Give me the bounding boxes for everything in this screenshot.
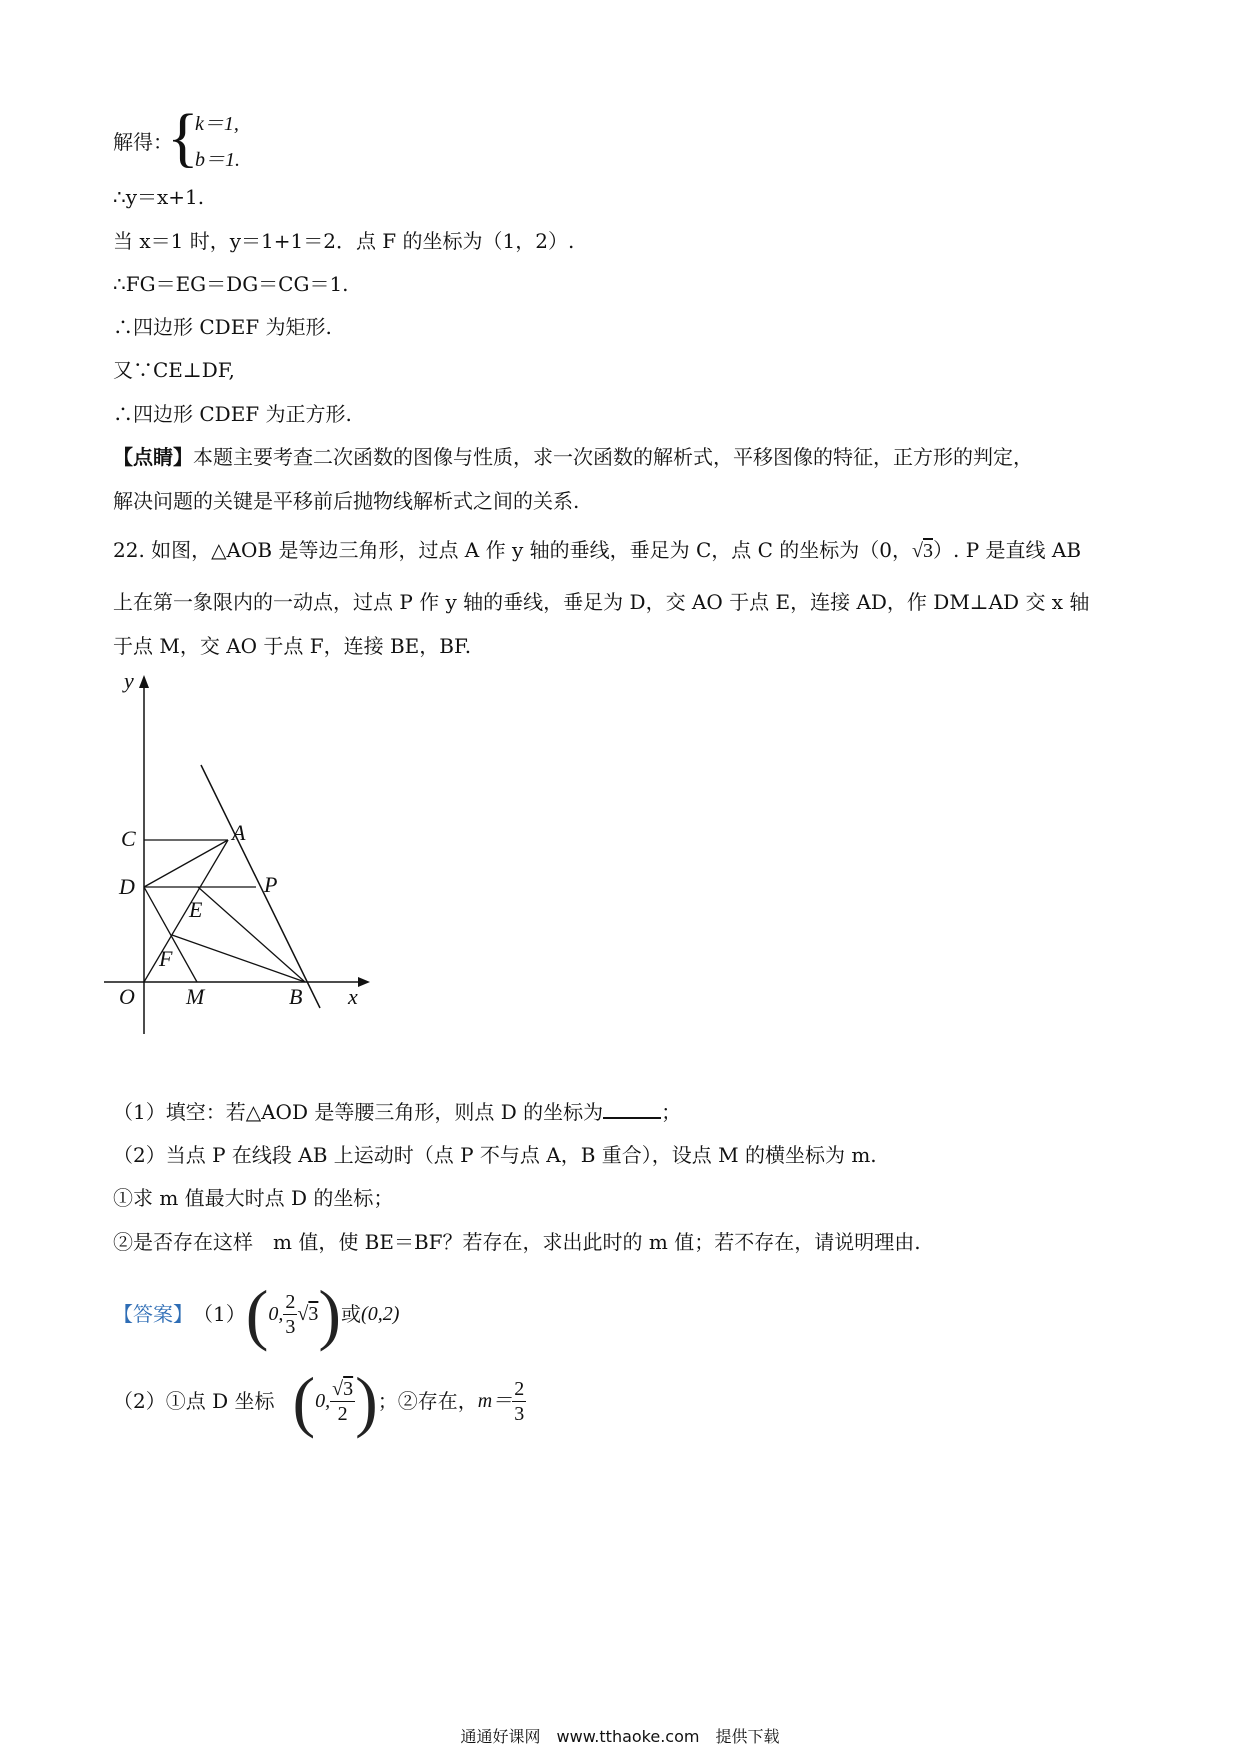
answer-2-zero: 0, — [315, 1390, 331, 1412]
problem-line-1: 22. 如图，△AOB 是等边三角形，过点 A 作 y 轴的垂线，垂足为 C，点 C 的坐标为（0，√3）. P 是直线 AB — [113, 538, 1082, 562]
answer-line-2 — [113, 1363, 526, 1439]
system-brace: { — [167, 101, 199, 174]
label-f: F — [159, 946, 173, 971]
answer-1-or: 或 — [341, 1302, 362, 1326]
paren-left: ( — [245, 1276, 269, 1352]
line-rectangle: ∴四边形 CDEF 为矩形. — [113, 315, 332, 339]
label-c: C — [121, 826, 136, 851]
line-y-eq: ∴y＝x+1. — [113, 185, 205, 209]
label-o: O — [119, 984, 135, 1009]
label-p: P — [264, 872, 278, 897]
label-e: E — [189, 897, 203, 922]
answer-tag: 【答案】 — [113, 1302, 193, 1326]
label-b: B — [289, 984, 303, 1009]
answer-1-zero: 0, — [268, 1303, 284, 1325]
label-m: M — [186, 984, 205, 1009]
segment-bf — [172, 935, 305, 982]
line-fg-eq: ∴FG＝EG＝DG＝CG＝1. — [113, 272, 349, 296]
problem-line-3: 于点 M，交 AO 于点 F，连接 BE，BF. — [113, 634, 472, 658]
answer-1-prefix: （1） — [193, 1302, 246, 1326]
answer-2-m: m＝ — [477, 1390, 513, 1412]
question-2: （2）当点 P 在线段 AB 上运动时（点 P 不与点 A，B 重合），设点 M 的横坐标为 m. — [113, 1143, 877, 1167]
segment-da — [144, 840, 228, 887]
segment-be — [198, 887, 305, 982]
line-when-x: 当 x＝1 时，y＝1+1＝2．点 F 的坐标为（1，2）. — [113, 229, 575, 253]
solution-label: 解得： — [113, 130, 173, 154]
answer-1-fraction: $\frac{2}{3}$ — [285, 1290, 296, 1338]
paren-left-2: ( — [292, 1363, 316, 1439]
label-a: A — [232, 820, 246, 845]
question-1: （1）填空：若△AOD 是等腰三角形，则点 D 的坐标为 ； — [113, 1097, 681, 1126]
sqrt-three: √3 — [912, 540, 933, 562]
answer-line-1 — [113, 1276, 400, 1352]
label-d: D — [119, 874, 135, 899]
note-tag: 【点睛】 — [113, 445, 193, 469]
label-x: x — [348, 984, 358, 1009]
answer-2-fraction: $\frac{√3}{2}$ — [332, 1377, 354, 1425]
system-eq-b: b＝1. — [195, 149, 240, 171]
paren-right-2: ) — [355, 1363, 378, 1439]
answer-2-prefix: （2）①点 D 坐标 — [113, 1389, 275, 1413]
answer-2-m-fraction: $\frac{2}{3}$ — [514, 1377, 525, 1425]
answer-1-sqrt: √3 — [297, 1303, 319, 1325]
y-axis-arrow — [139, 675, 149, 688]
line-perpendicular: 又∵CE⊥DF, — [113, 358, 235, 382]
system-eq-k: k＝1, — [195, 113, 239, 135]
question-2-2: ②是否存在这样 m 值，使 BE＝BF？若存在，求出此时的 m 值；若不存在，请说明理由. — [113, 1230, 921, 1254]
note-line-1: 【点睛】本题主要考查二次函数的图像与性质，求一次函数的解析式，平移图像的特征，正方形的判定， — [113, 445, 1033, 469]
question-2-1: ①求 m 值最大时点 D 的坐标； — [113, 1186, 394, 1210]
note-line-2: 解决问题的关键是平移前后抛物线解析式之间的关系. — [113, 489, 580, 513]
answer-blank[interactable] — [603, 1097, 661, 1119]
x-axis-arrow — [358, 977, 370, 987]
paren-right: ) — [318, 1276, 342, 1352]
line-square: ∴四边形 CDEF 为正方形. — [113, 402, 352, 426]
page-footer: 通通好课网 www.tthaoke.com 提供下载 — [460, 1727, 780, 1746]
problem-line-2: 上在第一象限内的一动点，过点 P 作 y 轴的垂线，垂足为 D，交 AO 于点 E，连接 AD，作 DM⊥AD 交 x 轴 — [113, 590, 1090, 614]
answer-2-mid: ；②存在， — [377, 1389, 478, 1413]
answer-1-alt: (0,2) — [361, 1303, 400, 1325]
segment-oa — [144, 840, 228, 982]
label-y: y — [124, 668, 134, 693]
